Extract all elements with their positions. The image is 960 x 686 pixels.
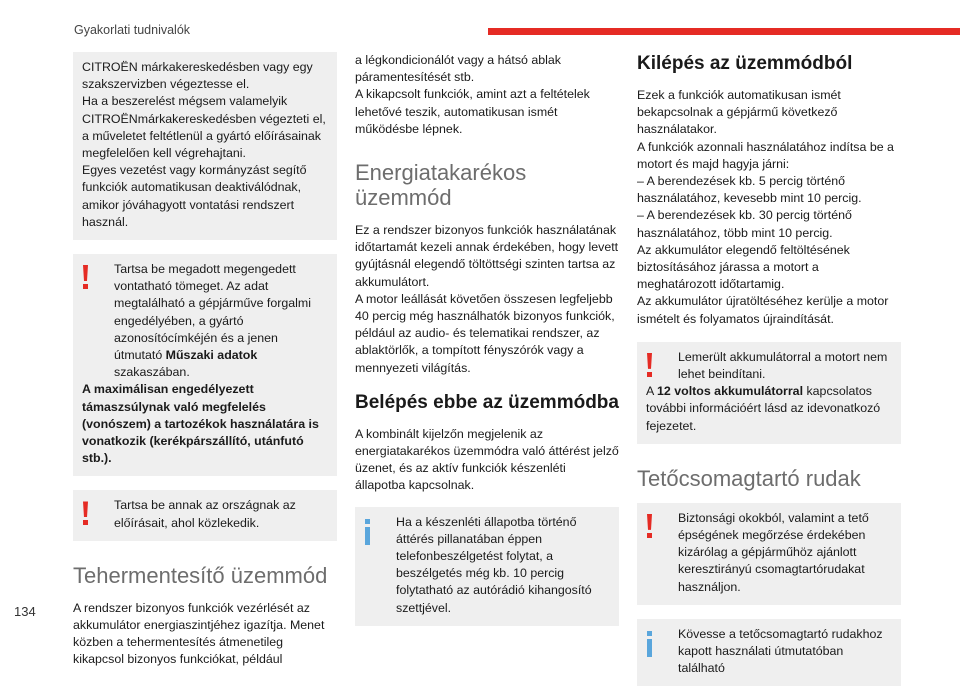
column-1 (73, 52, 337, 669)
warning-icon (83, 265, 89, 290)
intro-text: a légkondicionálót vagy a hátsó ablak páramentesítését stb. A kikapcsolt funkciók, amint azt a feltételek lehetővé teszik, automatikusan ismét működésbe lépnek. (355, 53, 590, 136)
info-text: Kövesse a tetőcsomagtartó rudakhoz kapott használati útmutatóban található (678, 626, 883, 676)
note-paragraph: CITROËN márkakereskedésben vagy egy szakszervizben végeztesse el. (82, 60, 313, 92)
column-3 (637, 52, 901, 686)
note-paragraph: Egyes vezetést vagy kormányzást segítő funkciók automatikusan deaktiválódnak, amikor jóváhagyott vontatási rendszert használ. (82, 163, 307, 229)
page-number: 134 (14, 604, 36, 619)
warning-text: Tartsa be annak az országnak az előírásait, ahol közlekedik. (114, 498, 296, 530)
column-2 (355, 52, 619, 626)
section-body: Ez a rendszer bizonyos funkciók használatának időtartamát kezeli annak érdekében, hogy levett gyújtásnál elegendő töltöttségi szinten tartsa az akkumulátort. A motor leállását követően összesen legfeljebb 40 percig még használhatók bizonyos funkciók, például az audio- és telematikai rendszer, az ablaktörlők, a tompított fényszórók vagy a mennyezeti világítás. (355, 223, 619, 375)
continuation-note-box (73, 52, 337, 240)
info-icon (647, 631, 653, 657)
warning-text: A 12 voltos akkumulátorral kapcsolatos további információért lásd az idevonatkozó fejezetet. (646, 384, 881, 433)
warning-bold-text: A maximálisan engedélyezett támaszsúlynak való megfelelés (vonószem) a tartozékok használatára is vonatkozik (kerékpárszállító, utánfutó stb.). (82, 382, 319, 466)
section-heading-energy-saving: Energiatakarékos üzemmód (355, 160, 527, 211)
warning-icon (83, 501, 89, 526)
subheading-exiting-mode: Kilépés az üzemmódból (637, 53, 853, 74)
warning-box-discharged-battery (637, 342, 901, 444)
warning-box-towing-mass (73, 254, 337, 476)
info-box-roof-bars (637, 619, 901, 686)
subsection-body: A kombinált kijelzőn megjelenik az energiatakarékos üzemmódra való áttérést jelző üzenet, és az aktív funkciók készenléti állapotba kapcsolnak. (355, 426, 619, 493)
warning-box-country-rules (73, 490, 337, 540)
warning-text: Lemerült akkumulátorral a motort nem lehet beindítani. (678, 349, 888, 382)
warning-text: Biztonsági okokból, valamint a tető épségének megőrzése érdekében kizárólag a gépjárműhöz ajánlott keresztirányú csomagtartórudakat használjon. (678, 510, 869, 594)
note-paragraph: Ha a beszerelést mégsem valamelyik CITROËNmárkakereskedésben végezteti el, a műveletet feltétlenül a gyártó előírásainak megfelelően kell végrehajtani. (82, 94, 326, 161)
warning-icon (647, 514, 653, 539)
subheading-entering-mode: Belépés ebbe az üzemmódba (355, 391, 619, 413)
section-heading-roof-bars: Tetőcsomagtartó rudak (637, 465, 861, 491)
info-icon (365, 519, 371, 545)
info-text: Ha a készenléti állapotba történő áttérés pillanatában éppen telefonbeszélgetést folytat, a beszélgetés még kb. 10 percig folytatható az autórádió kihangosító szettjével. (396, 514, 592, 615)
section-body: A rendszer bizonyos funkciók vezérlését az akkumulátor energiaszintjéhez igazítja. Menet közben a tehermentesítés átmenetileg kikapcsol bizonyos funkciókat, például (73, 600, 325, 667)
info-box-phone-call (355, 507, 619, 626)
warning-text: Tartsa be megadott megengedett vontatható tömeget. Az adat megtalálható a gépjárműve forgalmi engedélyében, a gyártó azonosítócímkéjén és a jenen útmutató Műszaki adatok szakaszában. (114, 262, 311, 380)
section-heading-load-shedding: Tehermentesítő üzemmód (73, 562, 328, 588)
header-accent-bar (488, 28, 960, 35)
running-header: Gyakorlati tudnivalók (74, 23, 191, 37)
subsection-body: Ezek a funkciók automatikusan ismét bekapcsolnak a gépjármű következő használatakor. A funkciók azonnali használatához indítsa be a motort és majd hagyja járni: – A berendezések kb. 5 percig történő használatához, kevesebb mint 10 percig. – A berendezések kb. 30 percig történő használatához, több mint 10 percig. Az akkumulátor elegendő feltöltésének biztosításához járassa a motort a meghatározott időtartamig. Az akkumulátor újratöltéséhez kerülje a motor ismételt és folyamatos újraindítását. (637, 88, 894, 326)
warning-box-roof-bars (637, 503, 901, 605)
warning-icon (647, 353, 653, 378)
